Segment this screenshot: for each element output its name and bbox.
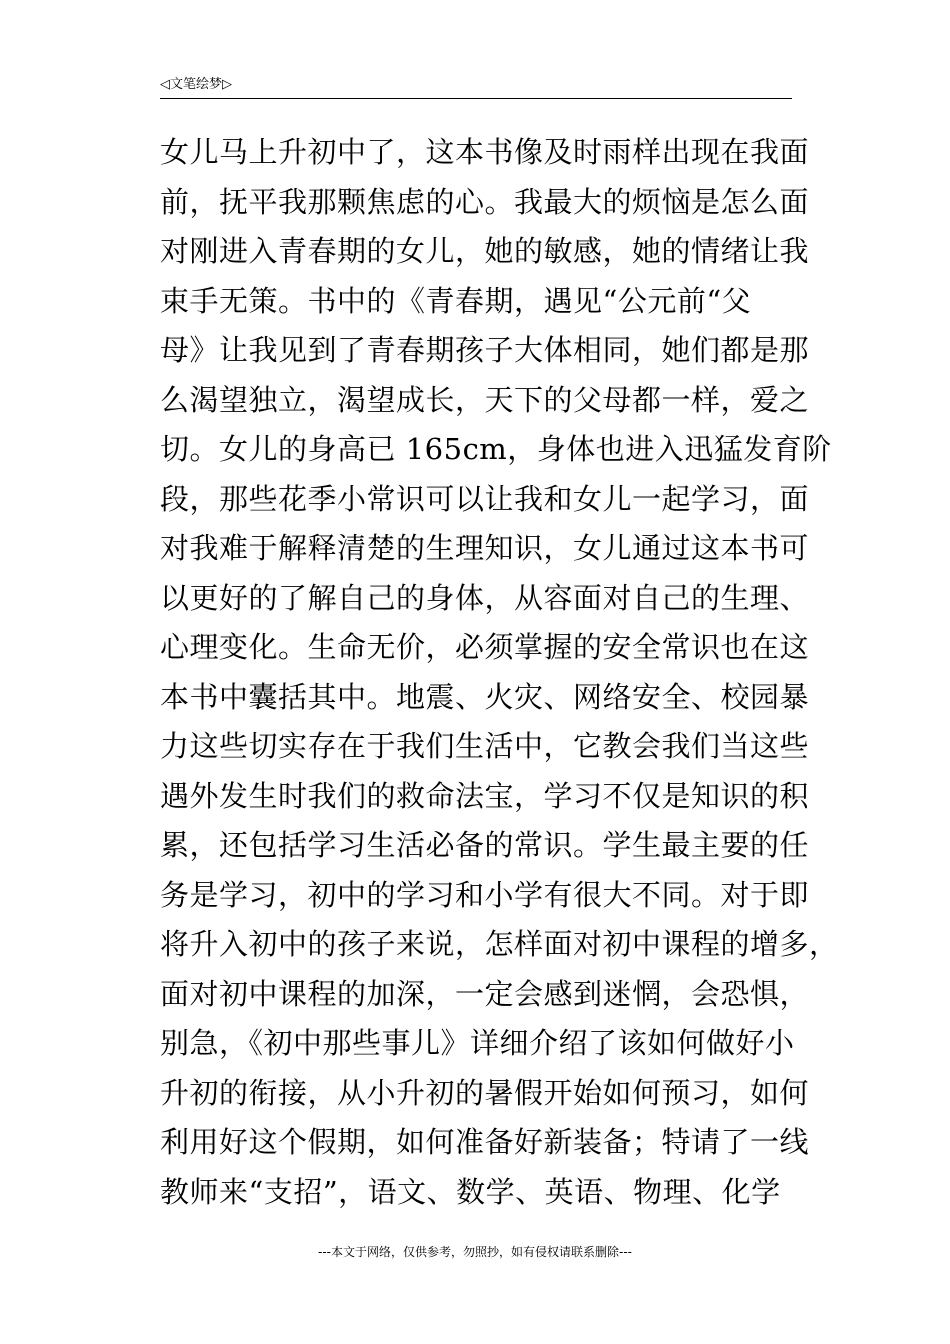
body-line: 以更好的了解自己的身体，从容面对自己的生理、 xyxy=(160,580,810,615)
body-line: 切。女儿的身高已 165cm，身体也进入迅猛发育阶 xyxy=(160,432,832,466)
body-line: 遇外发生时我们的救命法宝，学习不仅是知识的积 xyxy=(160,778,810,813)
body-line: 利用好这个假期，如何准备好新装备；特请了一线 xyxy=(160,1125,810,1159)
body-line: 前，抚平我那颗焦虑的心。我最大的烦恼是怎么面 xyxy=(160,184,810,219)
header-title: ◁文笔绘梦▷ xyxy=(160,77,232,92)
body-line: 别急，《初中那些事儿》详细介绍了该如何做好小 xyxy=(160,1026,795,1060)
body-line: 母》让我见到了青春期孩子大体相同，她们都是那 xyxy=(160,333,810,367)
body-line: 教师来“支招”，语文、数学、英语、物理、化学 xyxy=(160,1174,781,1209)
body-line: 将升入初中的孩子来说，怎样面对初中课程的增多， xyxy=(160,927,839,961)
body-line: 面对初中课程的加深，一定会感到迷惘，会恐惧， xyxy=(160,976,810,1011)
body-line: 心理变化。生命无价，必须掌握的安全常识也在这 xyxy=(160,630,810,664)
body-line: 本书中囊括其中。地震、火灾、网络安全、校园暴 xyxy=(160,679,810,714)
page-header xyxy=(160,76,792,99)
body-line: 段，那些花季小常识可以让我和女儿一起学习，面 xyxy=(160,481,810,516)
body-line: 束手无策。书中的《青春期，遇见“公元前“父 xyxy=(160,283,752,318)
body-line: 么渴望独立，渴望成长，天下的父母都一样，爱之 xyxy=(160,382,810,417)
document-body xyxy=(160,128,839,1217)
page-footer: ---本文于网络，仅供参考，勿照抄，如有侵权请联系删除--- xyxy=(318,1245,632,1259)
body-line: 升初的衔接，从小升初的暑假开始如何预习，如何 xyxy=(160,1075,810,1110)
body-line: 力这些切实存在于我们生活中，它教会我们当这些 xyxy=(160,729,810,763)
body-line: 累，还包括学习生活必备的常识。学生最主要的任 xyxy=(160,828,810,862)
body-line: 对刚进入青春期的女儿，她的敏感，她的情绪让我 xyxy=(160,234,810,268)
body-line: 女儿马上升初中了，这本书像及时雨样出现在我面 xyxy=(160,135,810,169)
body-line: 对我难于解释清楚的生理知识，女儿通过这本书可 xyxy=(160,531,810,565)
body-line: 务是学习，初中的学习和小学有很大不同。对于即 xyxy=(160,877,810,912)
